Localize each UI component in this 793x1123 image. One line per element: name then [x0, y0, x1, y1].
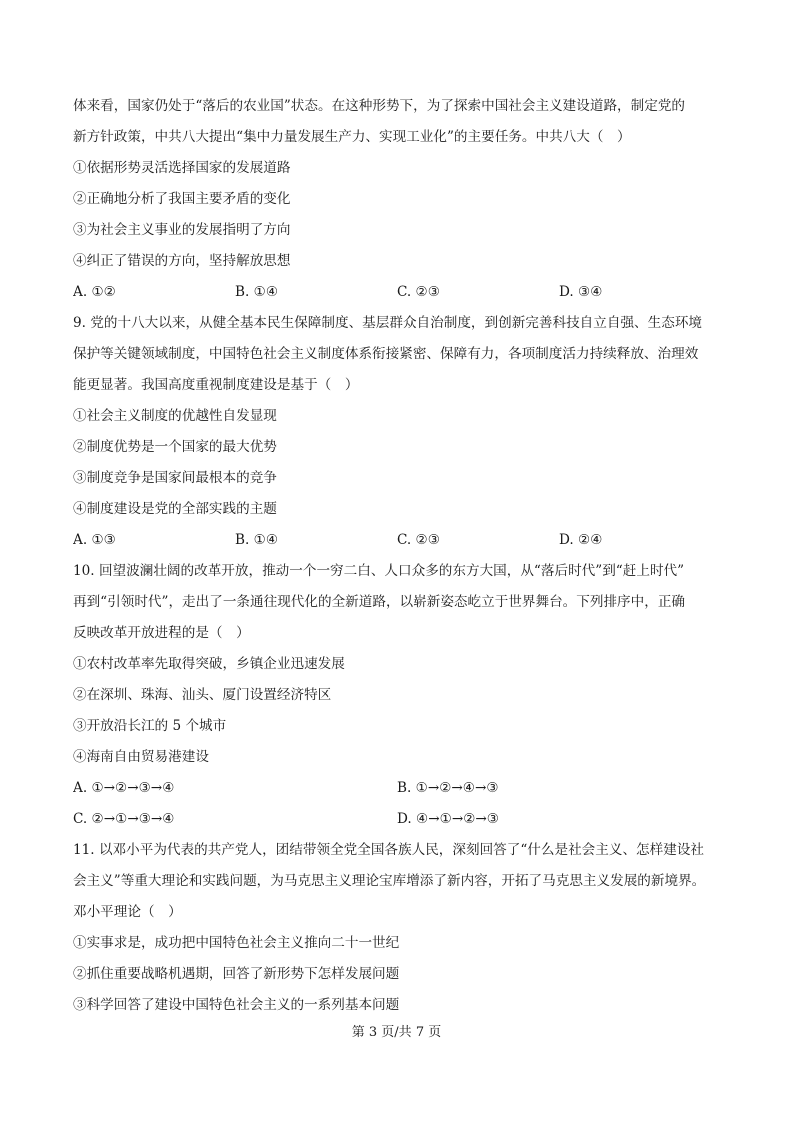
question-8-statement: ④纠正了错误的方向，坚持解放思想: [73, 253, 291, 269]
option-c: C. ②③: [397, 532, 440, 548]
question-9-statement: ①社会主义制度的优越性自发显现: [73, 408, 277, 424]
question-8-statement: ②正确地分析了我国主要矛盾的变化: [73, 191, 291, 207]
question-9-text-line: 保护等关键领域制度，中国特色社会主义制度体系衔接紧密、保障有力，各项制度活力持续释放、治理效: [73, 346, 699, 362]
page-footer: 第 3 页/共 7 页: [351, 1025, 442, 1040]
option-a: A. ①③: [73, 532, 116, 548]
question-11-text-line: 邓小平理论（ ）: [73, 904, 182, 920]
question-10-statement: ④海南自由贸易港建设: [73, 749, 209, 765]
option-d: D. ③④: [559, 284, 603, 300]
question-8-statement: ③为社会主义事业的发展指明了方向: [73, 222, 291, 238]
question-11-statement: ③科学回答了建设中国特色社会主义的一系列基本问题: [73, 997, 400, 1013]
option-a: A. ①→②→③→④: [73, 780, 175, 796]
option-b: B. ①→②→④→③: [397, 780, 499, 796]
question-9-options: [73, 525, 723, 556]
option-a: A. ①②: [73, 284, 116, 300]
question-8-text-line: 体来看，国家仍处于“落后的农业国”状态。在这种形势下，为了探索中国社会主义建设道路，制定党的: [73, 98, 686, 114]
question-8-text-line: 新方针政策，中共八大提出“集中力量发展生产力、实现工业化”的主要任务。中共八大（ ）: [73, 129, 631, 145]
question-11-text-line: 会主义”等重大理论和实践问题，为马克思主义理论宝库增添了新内容，开拓了马克思主义发展的新境界。: [73, 873, 706, 889]
question-10-text-line: 再到“引领时代”，走出了一条通往现代化的全新道路，以崭新姿态屹立于世界舞台。下列排序中，正确: [73, 594, 686, 610]
option-b: B. ①④: [235, 532, 279, 548]
question-9-statement: ②制度优势是一个国家的最大优势: [73, 439, 277, 455]
question-9-text-line: 9. 党的十八大以来，从健全基本民生保障制度、基层群众自治制度，到创新完善科技自立自强、生态环境: [73, 315, 703, 331]
question-9-text-line: 能更显著。我国高度重视制度建设是基于（ ）: [73, 377, 359, 393]
question-8-options: [73, 277, 723, 308]
question-10-statement: ①农村改革率先取得突破，乡镇企业迅速发展: [73, 656, 345, 672]
option-d: D. ④→①→②→③: [397, 811, 499, 827]
question-11-statement: ②抓住重要战略机遇期，回答了新形势下怎样发展问题: [73, 966, 400, 982]
question-10-options-row-2: [73, 804, 723, 835]
question-11-text-line: 11. 以邓小平为代表的共产党人，团结带领全党全国各族人民，深刻回答了“什么是社会主义、怎样建设社: [73, 842, 705, 858]
question-11-statement: ①实事求是，成功把中国特色社会主义推向二十一世纪: [73, 935, 400, 951]
question-10-text-line: 反映改革开放进程的是（ ）: [73, 625, 250, 641]
question-10-text-line: 10. 回望波澜壮阔的改革开放，推动一个一穷二白、人口众多的东方大国，从“落后时代”到“赶上时代”: [73, 563, 685, 579]
question-8-statement: ①依据形势灵活选择国家的发展道路: [73, 160, 291, 176]
option-c: C. ②→①→③→④: [73, 811, 175, 827]
question-10-statement: ③开放沿长江的 5 个城市: [73, 718, 227, 734]
option-c: C. ②③: [397, 284, 440, 300]
question-10-statement: ②在深圳、珠海、汕头、厦门设置经济特区: [73, 687, 332, 703]
page-content: [73, 91, 723, 1021]
question-9-statement: ③制度竞争是国家间最根本的竞争: [73, 470, 277, 486]
question-10-options-row-1: [73, 773, 723, 804]
question-9-statement: ④制度建设是党的全部实践的主题: [73, 501, 277, 517]
option-b: B. ①④: [235, 284, 279, 300]
option-d: D. ②④: [559, 532, 603, 548]
